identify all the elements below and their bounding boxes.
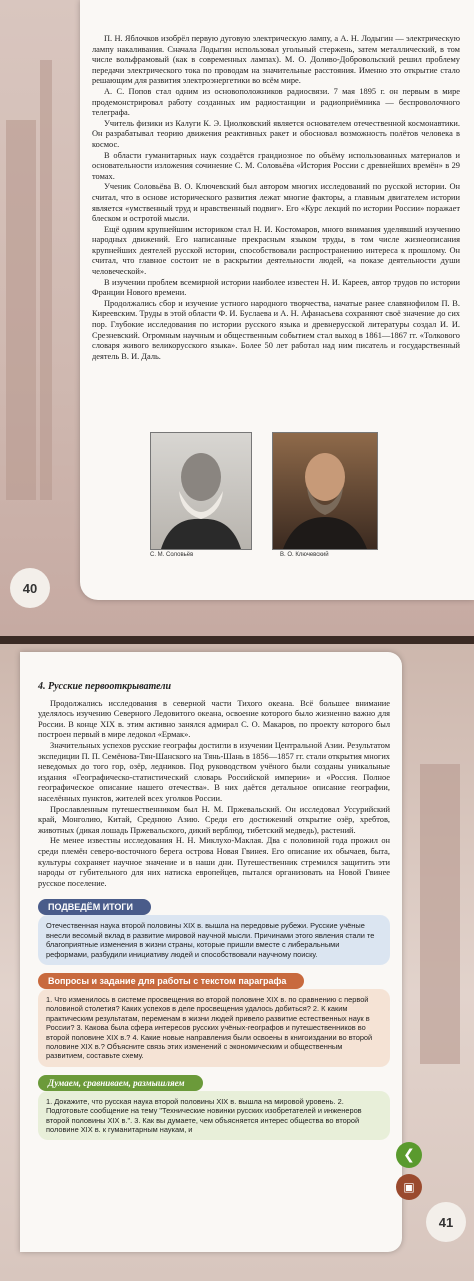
gallery-button[interactable] (396, 1174, 422, 1200)
paragraph: Продолжались исследования в северной части Тихого океана. Всё большее внимание уделялось изучению Северного Ледовитого океана, освоение которого было жизненно важно для России. В конце XIX в. этим активно занялся адмирал С. О. Макаров, по проекту которого был построен первый в мире ледокол «Ермак». (38, 698, 390, 740)
think-block (38, 1073, 390, 1141)
questions-text: 1. Что изменилось в системе просвещения во второй половине XIX в. по сравнению с первой половиной столетия? Каких успехов в деле просвещения удалось добиться? 2. К каким практическим результатам, переменам в жизни людей привело развитие естественных наук в России? 3. Какова была сфера интересов русских учёных-географов и путешественников во второй половине XIX в.? 4. Какие новые направления были освоены в книгоиздании во второй половине XIX в.? Объясните связь этих изменений с экономическим и общественным развитием, составьте схему. (38, 989, 390, 1067)
paragraph: Не менее известны исследования Н. Н. Миклухо-Маклая. Два с половиной года прожил он среди племён северо-восточного берега острова Новая Гвинея. Его описание их обычаев, быта, культуры сохраняет научное значение и в наши дни. Путешественник стремился защитить эти народы от губительного для них натиска европейцев, пытался организовать на Новой Гвинее русское поселение. (38, 836, 390, 888)
summary-text: Отечественная наука второй половины XIX в. вышла на передовые рубежи. Русские учёные внесли весомый вклад в развитие мировой научной мысли. Причинами этого явления стали те благоприятные изменения в жизни страны, которые пришли вместе с либеральными реформами, разбудили инициативу людей и способствовали научному поиску. (38, 915, 390, 965)
paragraph: Учитель физики из Калуги К. Э. Циолковский является основателем отечественной космонавтики. Он разрабатывал теорию движения реактивных ракет и обосновал возможность полётов человека в космос. (92, 118, 460, 149)
paragraph: А. С. Попов стал одним из основоположников радиосвязи. 7 мая 1895 г. он первым в мире продемонстрировал работу созданных им радиостанции и радиоприёмника — беспроволочного телеграфа. (92, 86, 460, 118)
portrait-solovyov (150, 432, 252, 550)
paragraph: В области гуманитарных наук создаётся грандиозное по объёму использованных материалов и основательности изложения сочинение С. М. Соловьёва «История России с древнейших времён» в 29 томах. (92, 150, 460, 181)
paragraph: В изучении проблем всемирной истории наиболее известен Н. И. Кареев, автор трудов по истории Франции Нового времени. (92, 277, 460, 298)
questions-block (38, 971, 390, 1067)
decorative-building (6, 120, 36, 500)
questions-banner: Вопросы и задание для работы с текстом параграфа (38, 973, 304, 989)
portrait-klyuchevsky (272, 432, 378, 550)
summary-banner: ПОДВЕДЁМ ИТОГИ (38, 899, 151, 915)
page-number: 40 (10, 568, 50, 608)
decorative-building (420, 764, 460, 1064)
picture-frame-icon: ▣ (403, 1180, 415, 1194)
page-sheet-left (80, 0, 474, 600)
paragraph: Прославленным путешественником был Н. М. Пржевальский. Он исследовал Уссурийский край, Монголию, Китай, Среднюю Азию. Среди его достижений открытие озёр, хребтов, животных (дикая лошадь Пржевальского, дикий верблюд, тибетский медведь), растений. (38, 804, 390, 835)
page-number: 41 (426, 1202, 466, 1242)
summary-block (38, 897, 390, 965)
paragraph: Продолжались сбор и изучение устного народного творчества, начатые ранее славянофилом П. В. Киреевским. Труды в этой области Ф. И. Буслаева и А. Н. Афанасьева сохраняют своё значение до сих пор. Глубокие исследования по истории русского языка и древнерусской литературы создал И. И. Срезневский. Огромным научным и общественным событием стал выход в 1861—1867 гг. «Толкового словаря живого великорусского языка». Более 50 лет работал над ним писатель и государственный деятель В. И. Даль. (92, 298, 460, 361)
text-column (38, 682, 390, 1140)
paragraph: Ученик Соловьёва В. О. Ключевский был автором многих исследований по русской истории. Он считал, что в основе исторического развития лежат многие факторы, а главным двигателем истории является «умственный труд и нравственный подвиг». Его «Курс лекций по истории России» поражает блеском и остротой мысли. (92, 182, 460, 224)
think-text: 1. Докажите, что русская наука второй половины XIX в. вышла на мировой уровень. 2. Подготовьте сообщение на тему "Технические новинки русских изобретателей и инженеров второй половины XIX в.". 3. Как вы думаете, чем объясняется интерес общества во второй половине XIX в. к гуманитарным наукам, и (38, 1091, 390, 1141)
page-sheet-right (20, 652, 402, 1252)
paragraph: П. Н. Яблочков изобрёл первую дуговую электрическую лампу, а А. Н. Лодыгин — электрическую лампу накаливания. Сначала Лодыгин использовал угольный стержень, затем металлический, в том числе вольфрамовый (как в современных лампах). М. О. Доливо-Добровольский решил проблему передачи электрического тока по проводам на значительные расстояния. Именно это открытие стало решающим для развития электроэнергетики во всём мире. (92, 34, 460, 86)
back-button[interactable] (396, 1142, 422, 1168)
section-title: 4. Русские первооткрыватели (38, 681, 172, 692)
chevron-left-icon: ❮ (403, 1147, 415, 1163)
page-top (0, 0, 474, 636)
portrait-klyuchevsky-image (273, 433, 377, 549)
portrait-solovyov-image (151, 433, 251, 549)
decorative-chimney (40, 60, 52, 500)
text-column (92, 34, 460, 362)
caption-solovyov: С. М. Соловьёв (150, 552, 194, 558)
caption-klyuchevsky: В. О. Ключевский (280, 552, 329, 558)
paragraph: Значительных успехов русские географы достигли в изучении Центральной Азии. Результатом экспедиции П. П. Семёнова-Тян-Шанского на Тянь-Шань в 1856—1857 гг. стали открытия многих неведомых до того гор, озёр, ледников. Под руководством учёного были созданы уникальные издания «Географическо-статистический словарь Российской империи» и «Россия. Полное географическое описание нашего отечества». В них даётся детальное описание географии, населённых пунктов, жителей всех уголков России. (38, 740, 390, 803)
paragraph: Ещё одним крупнейшим историком стал Н. И. Костомаров, много внимания уделявший изучению народных движений. Его написанные прекрасным языком труды, в том числе жизнеописания крупнейших деятелей русской истории, способствовали распространению интереса к прошлому. Он считал, что главное состоит не в раскрытии деятельности людей, «а показе деятельности души человеческой». (92, 224, 460, 277)
think-banner: Думаем, сравниваем, размышляем (38, 1075, 203, 1091)
